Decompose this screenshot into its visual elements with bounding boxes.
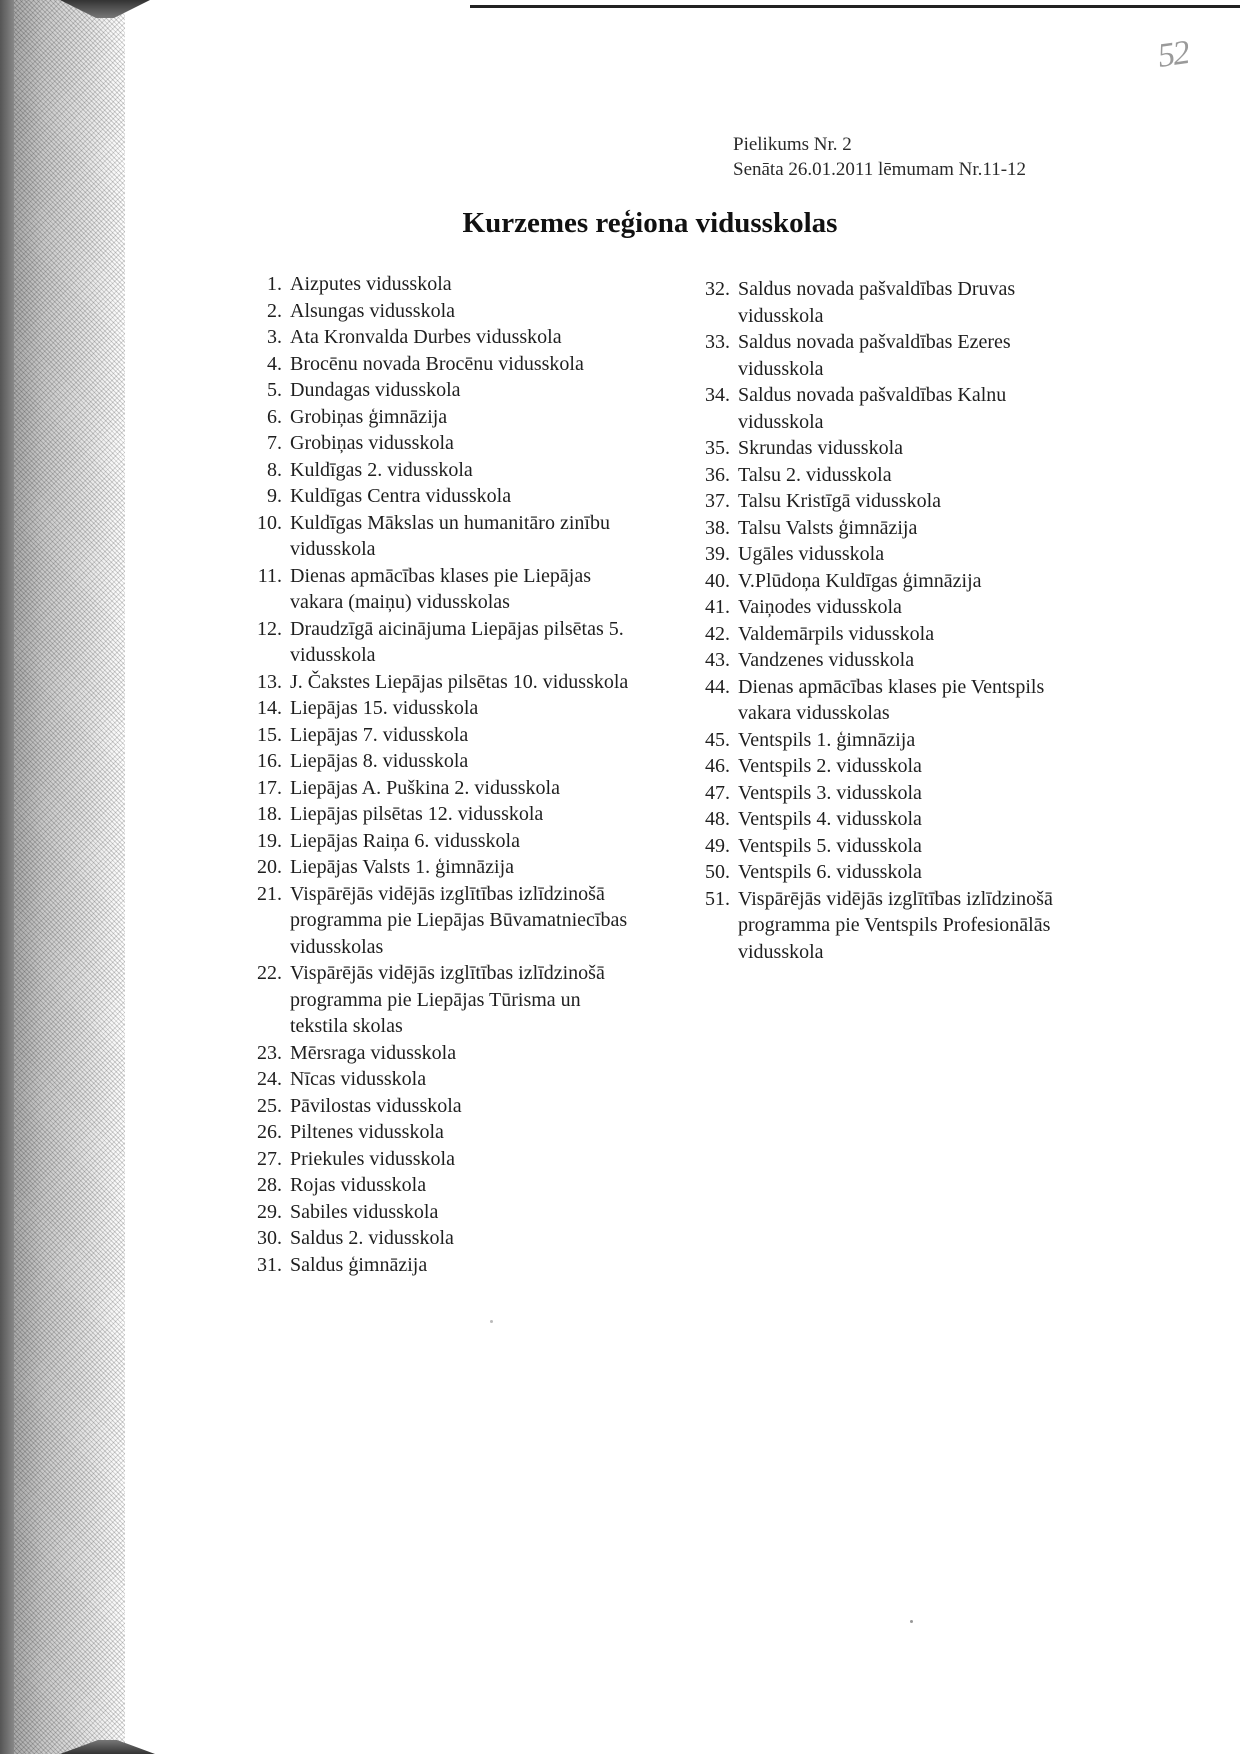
item-number: 42. xyxy=(705,622,730,645)
list-item xyxy=(696,727,1076,754)
school-name: Kuldīgas Mākslas un humanitāro zinību vidusskola xyxy=(290,511,610,560)
item-number: 3. xyxy=(267,326,282,348)
school-name: Alsungas vidusskola xyxy=(290,299,455,322)
list-item xyxy=(696,647,1076,674)
list-item xyxy=(240,695,640,722)
list-item xyxy=(696,488,1076,515)
list-item xyxy=(240,722,640,749)
school-name: Liepājas Raiņa 6. vidusskola xyxy=(290,829,520,852)
school-name: Dienas apmācības klases pie Ventspils vakara vidusskolas xyxy=(738,675,1045,724)
list-item xyxy=(240,271,640,298)
item-number: 44. xyxy=(705,675,730,698)
item-number: 21. xyxy=(257,882,282,905)
school-name: Piltenes vidusskola xyxy=(290,1121,444,1143)
item-number: 17. xyxy=(257,776,282,799)
item-number: 46. xyxy=(705,755,730,777)
school-name: Talsu Valsts ģimnāzija xyxy=(738,516,918,539)
item-number: 28. xyxy=(257,1174,282,1196)
item-number: 16. xyxy=(257,750,282,772)
annex-line-2: Senāta 26.01.2011 lēmumam Nr.11-12 xyxy=(733,159,1027,180)
list-item xyxy=(240,1225,640,1252)
school-name: Ventspils 6. vidusskola xyxy=(738,861,922,883)
item-number: 8. xyxy=(267,458,282,481)
scan-binding-edge xyxy=(0,0,125,1754)
list-item xyxy=(696,276,1076,329)
list-item xyxy=(240,775,640,802)
list-item xyxy=(240,1252,640,1279)
school-name: Vispārējās vidējās izglītības izlīdzinošā programma pie Liepājas Tūrisma un tekstila skolas xyxy=(290,962,605,1037)
list-item xyxy=(240,1172,640,1199)
item-number: 26. xyxy=(257,1121,282,1143)
school-name: Pāvilostas vidusskola xyxy=(290,1094,462,1117)
item-number: 51. xyxy=(705,887,730,910)
school-name: Liepājas A. Puškina 2. vidusskola xyxy=(290,776,560,799)
school-name: Saldus novada pašvaldības Kalnu vidusskola xyxy=(738,384,1007,433)
school-name: Liepājas 8. vidusskola xyxy=(290,750,469,772)
item-number: 18. xyxy=(257,803,282,825)
annex-line-1: Pielikums Nr. 2 xyxy=(733,134,852,155)
list-item xyxy=(696,859,1076,886)
school-name: Skrundas vidusskola xyxy=(738,437,903,459)
school-name: Ventspils 5. vidusskola xyxy=(738,834,922,857)
item-number: 32. xyxy=(705,278,730,300)
list-item xyxy=(240,1199,640,1226)
item-number: 35. xyxy=(705,437,730,459)
school-name: Rojas vidusskola xyxy=(290,1174,427,1196)
item-number: 29. xyxy=(257,1200,282,1223)
school-list-right xyxy=(696,276,1076,965)
school-name: Ventspils 3. vidusskola xyxy=(738,781,922,804)
item-number: 4. xyxy=(267,352,282,375)
item-number: 5. xyxy=(267,379,282,401)
item-number: 48. xyxy=(705,808,730,830)
list-item xyxy=(240,1119,640,1146)
school-name: Saldus novada pašvaldības Druvas vidusskola xyxy=(738,278,1016,327)
list-item xyxy=(240,828,640,855)
item-number: 19. xyxy=(257,829,282,852)
list-item xyxy=(696,541,1076,568)
school-name: Liepājas 15. vidusskola xyxy=(290,697,479,719)
school-name: Priekules vidusskola xyxy=(290,1147,455,1170)
school-name: Valdemārpils vidusskola xyxy=(738,622,935,645)
school-list-left xyxy=(240,271,640,1278)
item-number: 47. xyxy=(705,781,730,804)
school-name: Talsu Kristīgā vidusskola xyxy=(738,490,942,512)
item-number: 39. xyxy=(705,543,730,565)
item-number: 27. xyxy=(257,1147,282,1170)
school-name: Vispārējās vidējās izglītības izlīdzinošā programma pie Ventspils Profesionālās vidusskola xyxy=(738,887,1053,963)
list-item xyxy=(240,351,640,378)
school-name: Vispārējās vidējās izglītības izlīdzinošā programma pie Liepājas Būvamatniecības vidusskolas xyxy=(290,882,628,958)
list-item xyxy=(240,748,640,775)
list-item xyxy=(696,780,1076,807)
school-name: Vandzenes vidusskola xyxy=(738,649,915,671)
item-number: 49. xyxy=(705,834,730,857)
scan-top-line xyxy=(470,5,1240,8)
school-name: Liepājas pilsētas 12. vidusskola xyxy=(290,803,544,825)
list-item xyxy=(240,1146,640,1173)
school-name: Ventspils 1. ģimnāzija xyxy=(738,728,916,751)
item-number: 11. xyxy=(257,564,282,587)
list-item xyxy=(240,1040,640,1067)
school-name: Ventspils 4. vidusskola xyxy=(738,808,922,830)
item-number: 34. xyxy=(705,384,730,406)
page-title: Kurzemes reģiona vidusskolas xyxy=(462,207,838,239)
item-number: 45. xyxy=(705,728,730,751)
item-number: 31. xyxy=(257,1253,282,1276)
school-name: Liepājas Valsts 1. ģimnāzija xyxy=(290,856,515,878)
school-name: Saldus 2. vidusskola xyxy=(290,1227,454,1249)
item-number: 2. xyxy=(267,299,282,322)
annex-reference xyxy=(733,132,1026,182)
list-item xyxy=(240,324,640,351)
scan-binding-shadow xyxy=(0,0,14,1754)
item-number: 7. xyxy=(267,432,282,454)
list-item xyxy=(240,801,640,828)
handwritten-page-number: 52 xyxy=(1155,34,1191,75)
school-name: Liepājas 7. vidusskola xyxy=(290,723,469,746)
item-number: 50. xyxy=(705,861,730,883)
list-item xyxy=(240,404,640,431)
item-number: 40. xyxy=(705,569,730,592)
item-number: 15. xyxy=(257,723,282,746)
list-item xyxy=(240,430,640,457)
school-name: Saldus ģimnāzija xyxy=(290,1253,428,1276)
item-number: 14. xyxy=(257,697,282,719)
item-number: 36. xyxy=(705,463,730,486)
item-number: 13. xyxy=(257,670,282,693)
item-number: 22. xyxy=(257,962,282,984)
item-number: 33. xyxy=(705,331,730,353)
school-name: Vaiņodes vidusskola xyxy=(738,596,902,618)
list-item xyxy=(240,1093,640,1120)
item-number: 41. xyxy=(705,596,730,618)
list-item xyxy=(696,462,1076,489)
list-item xyxy=(696,435,1076,462)
scan-speck xyxy=(910,1620,913,1623)
school-name: Talsu 2. vidusskola xyxy=(738,463,892,486)
list-item xyxy=(240,854,640,881)
list-item xyxy=(240,669,640,696)
list-item xyxy=(240,881,640,961)
list-item xyxy=(696,886,1076,966)
school-name: Dundagas vidusskola xyxy=(290,379,461,401)
item-number: 30. xyxy=(257,1227,282,1249)
item-number: 1. xyxy=(267,273,282,295)
school-name: Saldus novada pašvaldības Ezeres vidusskola xyxy=(738,331,1011,380)
school-name: Ata Kronvalda Durbes vidusskola xyxy=(290,326,562,348)
item-number: 37. xyxy=(705,490,730,512)
list-item xyxy=(240,483,640,510)
item-number: 23. xyxy=(257,1041,282,1064)
list-item xyxy=(240,1066,640,1093)
list-item xyxy=(240,563,640,616)
list-item xyxy=(240,298,640,325)
school-name: Grobiņas ģimnāzija xyxy=(290,405,448,428)
school-name: Grobiņas vidusskola xyxy=(290,432,454,454)
scan-speck xyxy=(490,1320,493,1323)
school-name: Brocēnu novada Brocēnu vidusskola xyxy=(290,352,584,375)
list-item xyxy=(696,568,1076,595)
school-name: Mērsraga vidusskola xyxy=(290,1041,457,1064)
item-number: 38. xyxy=(705,516,730,539)
list-item xyxy=(240,510,640,563)
school-name: Ventspils 2. vidusskola xyxy=(738,755,922,777)
school-name: Aizputes vidusskola xyxy=(290,273,452,295)
list-item xyxy=(240,960,640,1040)
list-item xyxy=(696,806,1076,833)
item-number: 10. xyxy=(257,511,282,534)
list-item xyxy=(696,329,1076,382)
item-number: 24. xyxy=(257,1068,282,1090)
item-number: 20. xyxy=(257,856,282,878)
item-number: 9. xyxy=(267,485,282,507)
item-number: 25. xyxy=(257,1094,282,1117)
list-item xyxy=(696,382,1076,435)
list-item xyxy=(696,621,1076,648)
school-name: Draudzīgā aicinājuma Liepājas pilsētas 5. vidusskola xyxy=(290,617,624,666)
list-item xyxy=(696,753,1076,780)
list-item xyxy=(240,377,640,404)
list-item xyxy=(696,515,1076,542)
school-name: Kuldīgas 2. vidusskola xyxy=(290,458,473,481)
list-item xyxy=(696,594,1076,621)
school-name: J. Čakstes Liepājas pilsētas 10. vidusskola xyxy=(290,670,629,693)
item-number: 43. xyxy=(705,649,730,671)
school-name: Sabiles vidusskola xyxy=(290,1200,439,1223)
item-number: 12. xyxy=(257,617,282,640)
school-name: Kuldīgas Centra vidusskola xyxy=(290,485,512,507)
list-item xyxy=(696,833,1076,860)
school-name: V.Plūdoņa Kuldīgas ģimnāzija xyxy=(738,569,982,592)
school-name: Dienas apmācības klases pie Liepājas vakara (maiņu) vidusskolas xyxy=(290,564,591,613)
item-number: 6. xyxy=(267,405,282,428)
school-name: Ugāles vidusskola xyxy=(738,543,885,565)
list-item xyxy=(240,616,640,669)
list-item xyxy=(696,674,1076,727)
list-item xyxy=(240,457,640,484)
school-name: Nīcas vidusskola xyxy=(290,1068,427,1090)
